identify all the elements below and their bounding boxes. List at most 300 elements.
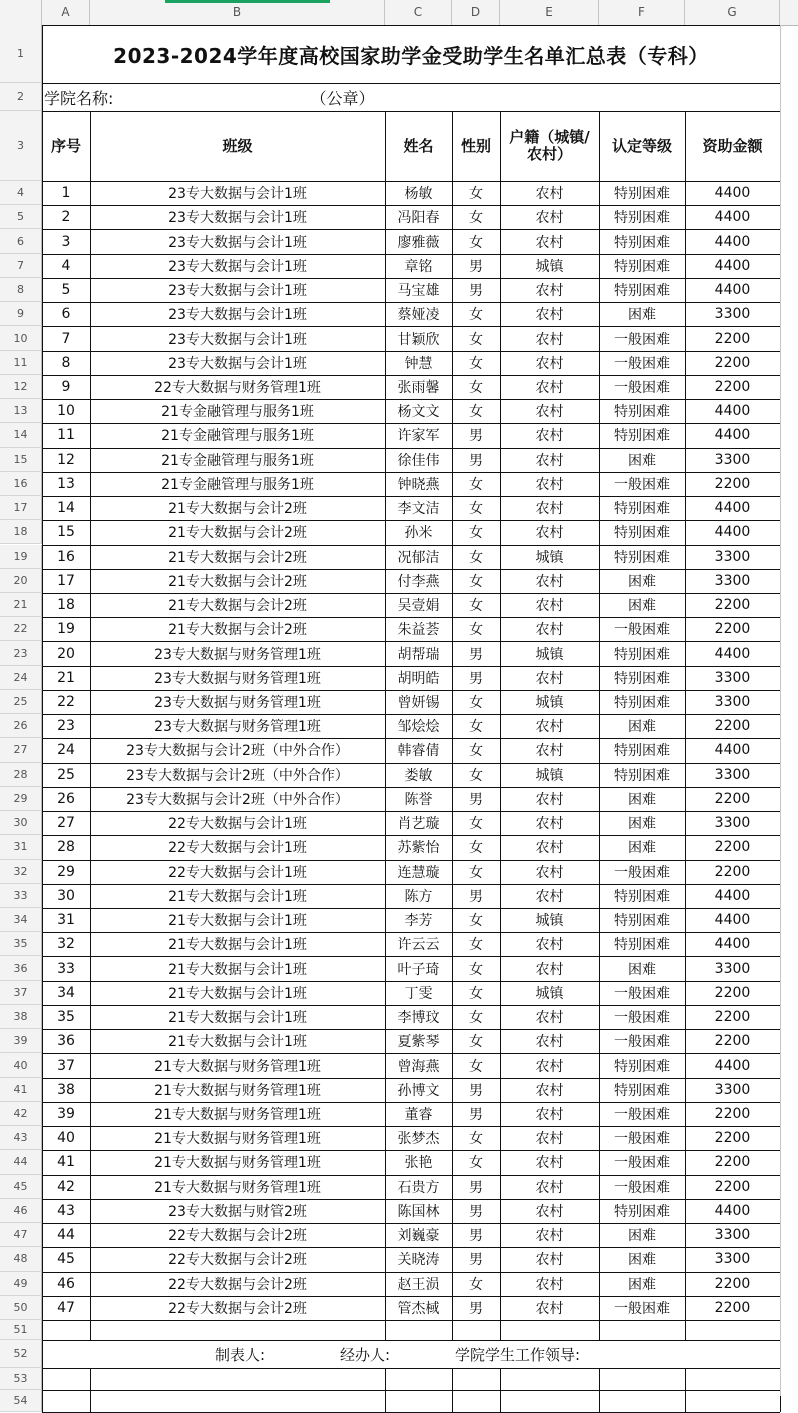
cell-seq: 46 (57, 1275, 75, 1292)
cell-amount: 2200 (714, 1106, 751, 1122)
row-number[interactable]: 15 (0, 448, 42, 472)
college-name-label: 学院名称: (44, 88, 114, 108)
footer-leader: 学院学生工作领导: (455, 1345, 581, 1364)
header-name: 姓名 (403, 136, 434, 155)
cell-amount: 4400 (714, 257, 751, 274)
cell-gender: 女 (469, 1131, 483, 1148)
cell-name: 甘颖欣 (397, 331, 440, 348)
cell-gender: 女 (469, 525, 483, 542)
cell-name: 董睿 (404, 1107, 433, 1123)
cell-class: 22专大数据与会计1班 (168, 864, 307, 881)
cell-household: 农村 (535, 525, 564, 542)
cell-name: 蔡娅凌 (397, 307, 440, 324)
cell-level: 困难 (628, 1228, 656, 1245)
cell-seq: 2 (61, 209, 71, 226)
cell-class: 23专大数据与财务管理1班 (154, 719, 321, 736)
cell-level: 困难 (628, 1252, 656, 1269)
cell-level: 困难 (628, 598, 656, 615)
column-header-d[interactable]: D (452, 0, 500, 25)
cell-household: 农村 (535, 476, 564, 493)
row-number[interactable]: 4 (0, 181, 42, 205)
cell-gender: 女 (469, 1034, 483, 1051)
cell-household: 农村 (535, 1034, 564, 1051)
footer-handler: 经办人: (340, 1345, 391, 1364)
cell-name: 杨敏 (404, 186, 433, 203)
cell-level: 困难 (628, 452, 656, 469)
cell-seq: 12 (57, 451, 75, 468)
cell-household: 农村 (535, 1107, 564, 1123)
cell-name: 徐佳伟 (397, 452, 440, 469)
cell-seq: 21 (57, 669, 75, 686)
cell-amount: 3300 (714, 766, 751, 783)
cell-level: 一般困难 (614, 1179, 670, 1196)
cell-gender: 女 (469, 695, 483, 712)
cell-household: 农村 (535, 428, 564, 445)
row-number[interactable]: 43 (0, 1126, 42, 1150)
cell-name: 马宝雄 (397, 283, 440, 300)
cell-level: 特别困难 (614, 913, 670, 930)
row-number[interactable]: 30 (0, 811, 42, 835)
cell-seq: 13 (57, 475, 75, 492)
cell-name: 孙博文 (397, 1082, 440, 1099)
cell-gender: 男 (469, 1228, 483, 1245)
cell-gender: 男 (469, 791, 483, 808)
cell-seq: 27 (57, 815, 75, 832)
column-header-f[interactable]: F (599, 0, 685, 25)
cell-level: 困难 (628, 840, 656, 857)
cell-amount: 3300 (714, 669, 751, 686)
row-number[interactable]: 1 (0, 25, 42, 83)
cell-household: 农村 (535, 598, 564, 615)
cell-household: 城镇 (535, 985, 564, 1002)
cell-class: 21专大数据与会计2班 (168, 525, 307, 542)
cell-name: 李芳 (404, 913, 433, 930)
cell-gender: 男 (469, 1252, 483, 1269)
cell-level: 特别困难 (614, 646, 670, 663)
cell-gender: 女 (469, 573, 483, 590)
footer-maker: 制表人: (215, 1345, 266, 1364)
row-number[interactable]: 20 (0, 569, 42, 593)
grid-line-vertical (599, 1368, 600, 1412)
cell-level: 困难 (628, 816, 656, 833)
cell-amount: 2200 (714, 839, 751, 856)
row-number[interactable]: 32 (0, 860, 42, 884)
cell-class: 21专大数据与财务管理1班 (154, 1082, 321, 1099)
grid-line-vertical (500, 1368, 501, 1412)
row-number[interactable]: 51 (0, 1320, 42, 1340)
cell-household: 城镇 (535, 258, 564, 275)
cell-level: 困难 (628, 791, 656, 808)
cell-class: 21专大数据与财务管理1班 (154, 1179, 321, 1196)
cell-level: 一般困难 (614, 1034, 670, 1051)
cell-seq: 5 (61, 282, 71, 299)
cell-name: 胡帮瑞 (397, 646, 440, 663)
cell-amount: 4400 (714, 209, 751, 226)
cell-class: 21专大数据与财务管理1班 (154, 1058, 321, 1075)
header-amount: 资助金额 (702, 136, 763, 155)
cell-name: 钟晓燕 (397, 476, 440, 493)
cell-seq: 38 (57, 1081, 75, 1098)
cell-amount: 4400 (714, 524, 751, 541)
row-number[interactable]: 5 (0, 205, 42, 229)
cell-level: 特别困难 (614, 743, 670, 760)
row-number[interactable]: 17 (0, 496, 42, 520)
cell-level: 特别困难 (614, 695, 670, 712)
column-header-c[interactable]: C (385, 0, 452, 25)
cell-seq: 30 (57, 887, 75, 904)
cell-name: 孙米 (404, 525, 433, 542)
row-number[interactable]: 45 (0, 1175, 42, 1199)
row-number[interactable]: 49 (0, 1272, 42, 1296)
cell-gender: 女 (469, 210, 483, 227)
cell-household: 农村 (535, 1228, 564, 1245)
row-number[interactable]: 25 (0, 690, 42, 714)
cell-household: 城镇 (535, 913, 564, 930)
cell-gender: 女 (469, 622, 483, 639)
cell-seq: 26 (57, 790, 75, 807)
cell-gender: 女 (469, 1155, 483, 1172)
cell-class: 21专大数据与会计1班 (168, 937, 307, 954)
cell-class: 22专大数据与财务管理1班 (154, 379, 321, 396)
cell-name: 肖艺璇 (397, 816, 440, 833)
cell-amount: 2200 (714, 475, 751, 492)
cell-name: 娄敏 (404, 767, 433, 784)
column-header-e[interactable]: E (500, 0, 599, 25)
row-number[interactable]: 27 (0, 738, 42, 762)
cell-gender: 男 (469, 646, 483, 663)
row-number[interactable]: 12 (0, 375, 42, 399)
row-number[interactable]: 38 (0, 1005, 42, 1029)
cell-level: 特别困难 (614, 937, 670, 954)
cell-class: 21专金融管理与服务1班 (161, 476, 314, 493)
cell-household: 农村 (535, 743, 564, 760)
cell-amount: 3300 (714, 694, 751, 711)
cell-level: 一般困难 (614, 1131, 670, 1148)
row-number[interactable]: 23 (0, 641, 42, 665)
cell-level: 一般困难 (614, 1107, 670, 1123)
cell-name: 刘巍豪 (397, 1228, 440, 1245)
cell-amount: 2200 (714, 1009, 751, 1026)
cell-class: 23专大数据与会计1班 (168, 331, 307, 348)
cell-level: 特别困难 (614, 1058, 670, 1075)
cell-seq: 18 (57, 597, 75, 614)
cell-class: 21专大数据与会计2班 (168, 573, 307, 590)
cell-amount: 3300 (714, 306, 751, 323)
cell-gender: 女 (469, 1058, 483, 1075)
cell-class: 21专大数据与会计1班 (168, 985, 307, 1002)
cell-seq: 41 (57, 1154, 75, 1171)
cell-gender: 男 (469, 1300, 483, 1317)
row-number[interactable]: 34 (0, 908, 42, 932)
cell-amount: 3300 (714, 1081, 751, 1098)
cell-amount: 2200 (714, 863, 751, 880)
cell-amount: 4400 (714, 887, 751, 904)
cell-class: 22专大数据与会计1班 (168, 840, 307, 857)
cell-class: 21专大数据与财务管理1班 (154, 1107, 321, 1123)
cell-amount: 2200 (714, 1033, 751, 1050)
cell-gender: 男 (469, 428, 483, 445)
cell-class: 21专大数据与会计2班 (168, 622, 307, 639)
cell-household: 农村 (535, 1276, 564, 1293)
cell-level: 一般困难 (614, 476, 670, 493)
cell-level: 一般困难 (614, 1300, 670, 1317)
cell-household: 农村 (535, 452, 564, 469)
row-number[interactable]: 35 (0, 932, 42, 956)
row-number[interactable]: 10 (0, 326, 42, 350)
cell-seq: 28 (57, 839, 75, 856)
cell-level: 特别困难 (614, 525, 670, 542)
cell-level: 特别困难 (614, 501, 670, 518)
row-number[interactable]: 48 (0, 1247, 42, 1271)
row-number[interactable]: 13 (0, 399, 42, 423)
cell-amount: 3300 (714, 815, 751, 832)
cell-level: 困难 (628, 573, 656, 590)
cell-name: 廖雅薇 (397, 234, 440, 251)
sheet-right-edge (780, 25, 781, 1396)
cell-class: 21专大数据与会计1班 (168, 1010, 307, 1027)
row-number[interactable]: 46 (0, 1199, 42, 1223)
cell-class: 22专大数据与会计2班 (168, 1276, 307, 1293)
cell-household: 农村 (535, 864, 564, 881)
cell-seq: 34 (57, 984, 75, 1001)
row-number[interactable]: 18 (0, 520, 42, 544)
cell-name: 朱益荟 (397, 622, 440, 639)
cell-name: 况郁洁 (397, 549, 440, 566)
cell-class: 21专大数据与会计1班 (168, 913, 307, 930)
row-number[interactable]: 36 (0, 956, 42, 980)
cell-gender: 女 (469, 307, 483, 324)
row-number[interactable]: 31 (0, 835, 42, 859)
cell-seq: 31 (57, 912, 75, 929)
cell-seq: 36 (57, 1033, 75, 1050)
cell-gender: 女 (469, 985, 483, 1002)
cell-amount: 2200 (714, 378, 751, 395)
cell-amount: 2200 (714, 1154, 751, 1171)
row-number[interactable]: 50 (0, 1296, 42, 1320)
cell-class: 23专大数据与财务管理1班 (154, 646, 321, 663)
grid-line-horizontal (42, 1320, 780, 1321)
cell-name: 付李燕 (397, 573, 440, 590)
cell-seq: 43 (57, 1202, 75, 1219)
cell-gender: 女 (469, 767, 483, 784)
cell-level: 特别困难 (614, 258, 670, 275)
header-level: 认定等级 (611, 136, 672, 155)
row-number[interactable]: 39 (0, 1029, 42, 1053)
cell-household: 农村 (535, 1082, 564, 1099)
cell-household: 农村 (535, 1179, 564, 1196)
cell-seq: 29 (57, 863, 75, 880)
column-header-g[interactable]: G (685, 0, 780, 25)
row-number[interactable]: 8 (0, 278, 42, 302)
row-number[interactable]: 21 (0, 593, 42, 617)
row-number[interactable]: 26 (0, 714, 42, 738)
cell-seq: 24 (57, 742, 75, 759)
cell-household: 农村 (535, 234, 564, 251)
row-number[interactable]: 16 (0, 472, 42, 496)
cell-name: 夏紫琴 (397, 1034, 440, 1051)
cell-household: 农村 (535, 791, 564, 808)
cell-seq: 14 (57, 500, 75, 517)
cell-name: 吴壹娟 (397, 598, 440, 615)
cell-level: 一般困难 (614, 864, 670, 881)
cell-name: 李博玟 (397, 1010, 440, 1027)
cell-gender: 男 (469, 283, 483, 300)
cell-class: 21专大数据与会计1班 (168, 888, 307, 905)
cell-amount: 4400 (714, 427, 751, 444)
cell-seq: 44 (57, 1227, 75, 1244)
cell-class: 21专大数据与会计1班 (168, 1034, 307, 1051)
row-number[interactable]: 19 (0, 545, 42, 569)
grid-line-horizontal (42, 1390, 780, 1391)
cell-class: 21专大数据与会计2班 (168, 501, 307, 518)
cell-class: 21专金融管理与服务1班 (161, 428, 314, 445)
cell-amount: 2200 (714, 621, 751, 638)
column-header-b[interactable]: B (90, 0, 385, 25)
cell-amount: 3300 (714, 960, 751, 977)
row-number[interactable]: 22 (0, 617, 42, 641)
cell-household: 农村 (535, 1203, 564, 1220)
row-number[interactable]: 24 (0, 666, 42, 690)
cell-household: 城镇 (535, 695, 564, 712)
cell-household: 农村 (535, 307, 564, 324)
cell-gender: 男 (469, 452, 483, 469)
cell-amount: 2200 (714, 1130, 751, 1147)
cell-household: 农村 (535, 1058, 564, 1075)
cell-seq: 47 (57, 1299, 75, 1316)
cell-gender: 女 (469, 1276, 483, 1293)
cell-name: 陈方 (404, 888, 433, 905)
cell-amount: 4400 (714, 912, 751, 929)
cell-gender: 女 (469, 476, 483, 493)
row-number[interactable]: 47 (0, 1223, 42, 1247)
header-seq: 序号 (50, 136, 81, 155)
cell-amount: 3300 (714, 572, 751, 589)
cell-class: 23专大数据与财务管理1班 (154, 670, 321, 687)
row-number[interactable]: 44 (0, 1150, 42, 1174)
cell-household: 农村 (535, 816, 564, 833)
cell-level: 特别困难 (614, 186, 670, 203)
row-number[interactable]: 2 (0, 83, 42, 111)
cell-seq: 39 (57, 1106, 75, 1122)
cell-class: 22专大数据与会计2班 (168, 1252, 307, 1269)
row-number[interactable]: 54 (0, 1390, 42, 1412)
cell-seq: 3 (61, 233, 71, 250)
cell-class: 23专大数据与会计1班 (168, 258, 307, 275)
cell-seq: 1 (61, 185, 71, 202)
cell-seq: 19 (57, 621, 75, 638)
cell-class: 23专大数据与财管2班 (168, 1203, 307, 1220)
cell-level: 特别困难 (614, 1082, 670, 1099)
cell-amount: 3300 (714, 451, 751, 468)
row-number[interactable]: 40 (0, 1053, 42, 1077)
row-number[interactable]: 33 (0, 884, 42, 908)
corner-cell[interactable] (0, 0, 42, 25)
row-number[interactable]: 41 (0, 1078, 42, 1102)
cell-seq: 32 (57, 936, 75, 953)
cell-name: 石贵方 (397, 1179, 440, 1196)
cell-household: 农村 (535, 888, 564, 905)
cell-gender: 女 (469, 1010, 483, 1027)
cell-name: 赵王涢 (397, 1276, 440, 1293)
row-number[interactable]: 3 (0, 111, 42, 181)
cell-household: 农村 (535, 186, 564, 203)
column-header-a[interactable]: A (42, 0, 90, 25)
cell-amount: 4400 (714, 742, 751, 759)
row-number[interactable]: 42 (0, 1102, 42, 1126)
row-number[interactable]: 11 (0, 351, 42, 375)
cell-name: 李文洁 (397, 501, 440, 518)
row-number[interactable]: 6 (0, 229, 42, 253)
cell-gender: 女 (469, 331, 483, 348)
cell-name: 陈誉 (404, 791, 433, 808)
cell-name: 张艳 (404, 1155, 433, 1172)
row-number[interactable]: 9 (0, 302, 42, 326)
cell-class: 21专大数据与会计2班 (168, 598, 307, 615)
cell-gender: 女 (469, 743, 483, 760)
cell-gender: 男 (469, 670, 483, 687)
row-number[interactable]: 7 (0, 254, 42, 278)
cell-name: 许家军 (397, 428, 440, 445)
cell-gender: 男 (469, 1082, 483, 1099)
cell-household: 农村 (535, 355, 564, 372)
row-number[interactable]: 37 (0, 981, 42, 1005)
cell-level: 困难 (628, 719, 656, 736)
cell-level: 特别困难 (614, 404, 670, 421)
cell-seq: 6 (61, 306, 71, 323)
cell-household: 农村 (535, 1252, 564, 1269)
cell-household: 城镇 (535, 767, 564, 784)
cell-seq: 16 (57, 548, 75, 565)
cell-household: 农村 (535, 961, 564, 978)
cell-household: 农村 (535, 937, 564, 954)
row-number[interactable]: 52 (0, 1340, 42, 1368)
cell-name: 曾妍锡 (397, 695, 440, 712)
cell-household: 农村 (535, 379, 564, 396)
grid-line-horizontal (42, 1368, 780, 1369)
cell-level: 困难 (628, 961, 656, 978)
cell-amount: 2200 (714, 718, 751, 735)
sheet-title: 2023-2024学年度高校国家助学金受助学生名单汇总表（专科） (113, 43, 709, 68)
cell-class: 21专金融管理与服务1班 (161, 404, 314, 421)
row-number[interactable]: 53 (0, 1368, 42, 1390)
header-household: 户籍（城镇/农村） (509, 128, 590, 163)
cell-level: 一般困难 (614, 379, 670, 396)
grid-line-vertical (685, 1368, 686, 1412)
cell-level: 特别困难 (614, 888, 670, 905)
cell-class: 22专大数据与会计2班 (168, 1300, 307, 1317)
cell-amount: 2200 (714, 1178, 751, 1195)
cell-amount: 3300 (714, 548, 751, 565)
row-number[interactable]: 14 (0, 423, 42, 447)
cell-amount: 2200 (714, 1275, 751, 1292)
cell-name: 胡明皓 (397, 670, 440, 687)
cell-household: 农村 (535, 331, 564, 348)
cell-gender: 女 (469, 404, 483, 421)
cell-class: 23专大数据与会计2班（中外合作） (126, 791, 349, 808)
row-number[interactable]: 28 (0, 763, 42, 787)
cell-class: 21专大数据与会计2班 (168, 549, 307, 566)
cell-seq: 33 (57, 960, 75, 977)
row-number[interactable]: 29 (0, 787, 42, 811)
cell-household: 农村 (535, 1010, 564, 1027)
cell-gender: 女 (469, 379, 483, 396)
cell-class: 23专大数据与财务管理1班 (154, 695, 321, 712)
cell-gender: 女 (469, 937, 483, 954)
cell-level: 一般困难 (614, 355, 670, 372)
cell-seq: 17 (57, 572, 75, 589)
cell-household: 农村 (535, 210, 564, 227)
header-class: 班级 (222, 136, 253, 155)
